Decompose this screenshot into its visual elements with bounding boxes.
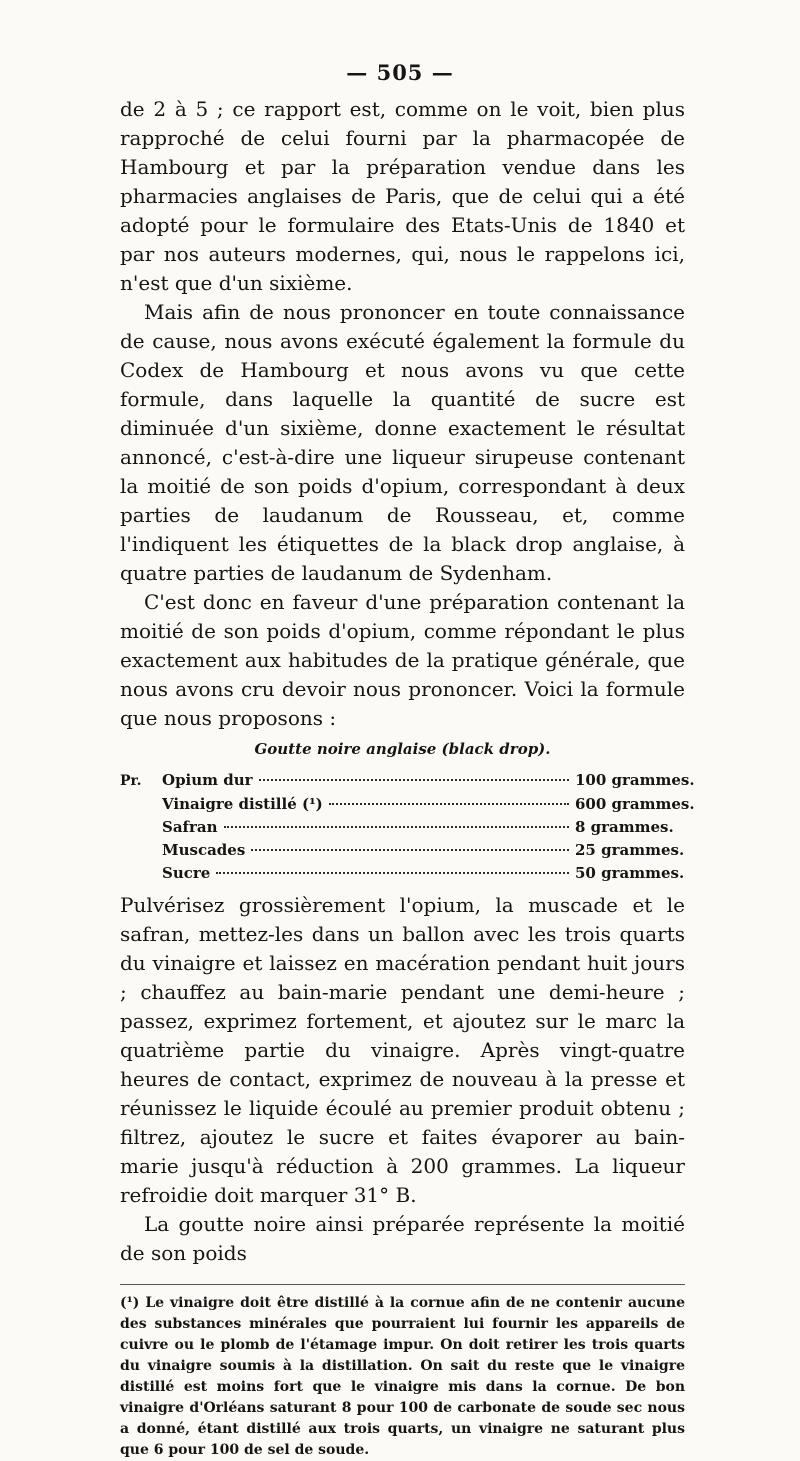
- ingredient-name: Safran: [162, 818, 218, 836]
- ingredient-qty: 600 grammes.: [575, 795, 695, 813]
- ingredient-qty: 25 grammes.: [575, 841, 685, 859]
- ingredient-qty: 8 grammes.: [575, 818, 674, 836]
- ingredient: [162, 816, 575, 839]
- ingredient-qty: 100 grammes.: [575, 771, 695, 789]
- ingredient: [162, 793, 575, 816]
- leader-dots: [329, 803, 569, 805]
- page-body: [120, 95, 695, 1461]
- ingredient-name: Sucre: [162, 864, 211, 882]
- footnote: (¹) Le vinaigre doit être distillé à la cornue afin de ne contenir aucune des substances minérales que pourraient lui fournir les appareils de cuivre ou le plomb de l'étamage impur. On doit retirer les trois quarts du vinaigre soumis à la distillation. On sait du reste que le vinaigre distillé est moins fort que le vinaigre mis dans la cornue. De bon vinaigre d'Orléans saturant 8 pour 100 de carbonate de soude sec nous a donné, étant distillé aux trois quarts, un vinaigre ne saturant plus que 6 pour 100 de sel de soude.: [120, 1295, 685, 1458]
- leader-dots: [251, 849, 569, 851]
- ingredient-qty: 50 grammes.: [575, 864, 685, 882]
- paragraph-4: Pulvérisez grossièrement l'opium, la muscade et le safran, mettez-les dans un ballon avec les trois quarts du vinaigre et laissez en macération pendant huit jours ; chauffez au bain-marie pendant une demi-heure ; passez, exprimez fortement, et ajoutez sur le marc la quatrième partie du vinaigre. Après vingt-quatre heures de contact, exprimez de nouveau à la presse et réunissez le liquide écoulé au premier produit obtenu ; filtrez, ajoutez le sucre et faites évaporer au bain-marie jusqu'à réduction à 200 grammes. La liqueur refroidie doit marquer 31° B.: [120, 893, 685, 1207]
- leader-dots: [259, 779, 569, 781]
- recipe-prefix: Pr.: [120, 773, 142, 789]
- ingredient: [162, 769, 575, 792]
- paragraph-3: C'est donc en faveur d'une préparation contenant la moitié de son poids d'opium, comme répondant le plus exactement aux habitudes de la pratique générale, que nous avons cru devoir nous prononcer. Voici la formule que nous proposons :: [120, 590, 685, 730]
- leader-dots: [216, 872, 569, 874]
- ingredient: [162, 862, 575, 885]
- paragraph-1: de 2 à 5 ; ce rapport est, comme on le voit, bien plus rapproché de celui fourni par la pharmacopée de Hambourg et par la préparation vendue dans les pharmacies anglaises de Paris, que de celui qui a été adopté pour le formulaire des Etats-Unis de 1840 et par nos auteurs modernes, qui, nous le rappelons ici, n'est que d'un sixième.: [120, 97, 685, 295]
- recipe-title: Goutte noire anglaise (black drop).: [254, 740, 551, 758]
- recipe-row: [120, 793, 695, 816]
- recipe-row: [120, 862, 685, 885]
- recipe-list: [120, 769, 695, 885]
- page-number: — 505 —: [346, 60, 454, 85]
- footnote-rule: [120, 1284, 685, 1285]
- paragraph-2: Mais afin de nous prononcer en toute connaissance de cause, nous avons exécuté également la formule du Codex de Hambourg et nous avons vu que cette formule, dans laquelle la quantité de sucre est diminuée d'un sixième, donne exactement le résultat annoncé, c'est-à-dire une liqueur sirupeuse contenant la moitié de son poids d'opium, correspondant à deux parties de laudanum de Rousseau, et, comme l'indiquent les étiquettes de la black drop anglaise, à quatre parties de laudanum de Sydenham.: [120, 300, 685, 585]
- recipe-row: [120, 816, 685, 839]
- ingredient-name: Opium dur: [162, 771, 253, 789]
- ingredient-name: Vinaigre distillé (¹): [162, 795, 323, 813]
- paragraph-5: La goutte noire ainsi préparée représente la moitié de son poids: [120, 1212, 685, 1265]
- ingredient-name: Muscades: [162, 841, 246, 859]
- leader-dots: [224, 826, 569, 828]
- recipe-row: [120, 839, 685, 862]
- ingredient: [162, 839, 575, 862]
- recipe-row: [120, 769, 695, 793]
